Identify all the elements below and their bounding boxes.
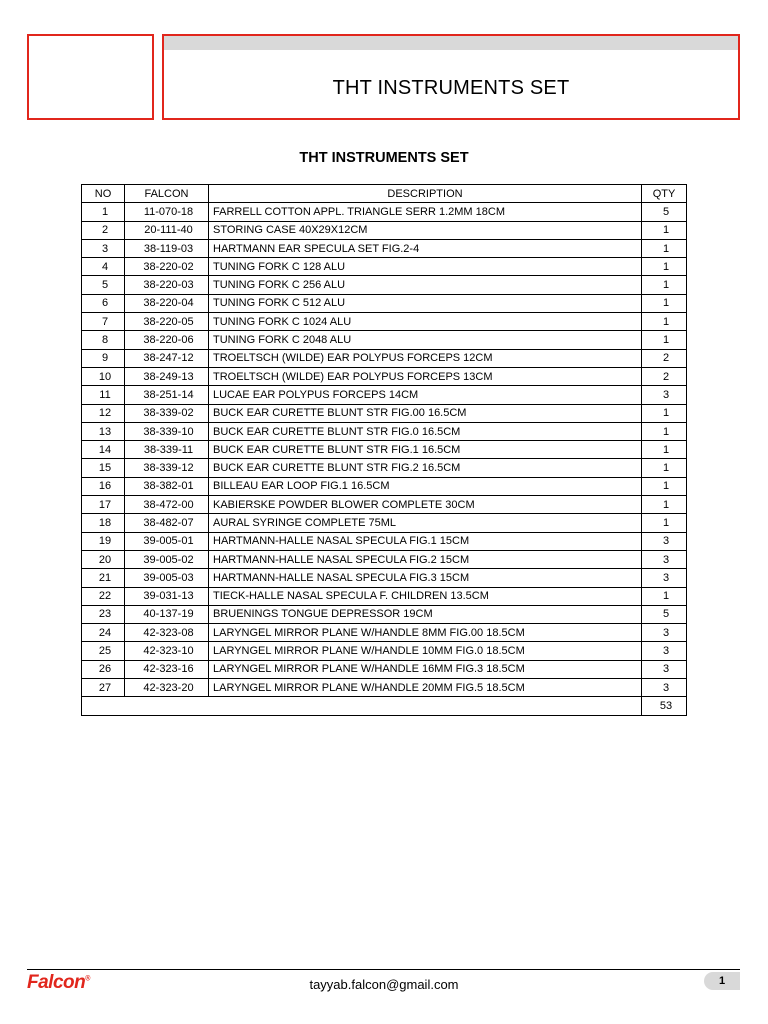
row-description: TUNING FORK C 2048 ALU [209, 331, 642, 349]
table-row [82, 459, 687, 477]
row-falcon-code: 38-220-02 [125, 258, 209, 276]
row-description: HARTMANN EAR SPECULA SET FIG.2-4 [209, 239, 642, 257]
row-qty: 1 [642, 496, 687, 514]
table-row [82, 514, 687, 532]
row-description: TUNING FORK C 256 ALU [209, 276, 642, 294]
row-no: 6 [82, 294, 125, 312]
row-qty: 1 [642, 477, 687, 495]
row-falcon-code: 38-382-01 [125, 477, 209, 495]
row-no: 17 [82, 496, 125, 514]
table-row [82, 550, 687, 568]
row-no: 8 [82, 331, 125, 349]
table-row [82, 404, 687, 422]
row-description: BRUENINGS TONGUE DEPRESSOR 19CM [209, 605, 642, 623]
row-no: 24 [82, 624, 125, 642]
total-row [82, 697, 687, 715]
table-row [82, 294, 687, 312]
row-falcon-code: 42-323-20 [125, 679, 209, 697]
row-no: 14 [82, 441, 125, 459]
table-row [82, 642, 687, 660]
row-no: 4 [82, 258, 125, 276]
page-number-badge: 1 [704, 972, 740, 990]
table-row [82, 587, 687, 605]
row-no: 27 [82, 679, 125, 697]
row-description: LUCAE EAR POLYPUS FORCEPS 14CM [209, 386, 642, 404]
row-qty: 3 [642, 660, 687, 678]
row-description: LARYNGEL MIRROR PLANE W/HANDLE 8MM FIG.00 18.5CM [209, 624, 642, 642]
row-description: KABIERSKE POWDER BLOWER COMPLETE 30CM [209, 496, 642, 514]
row-no: 25 [82, 642, 125, 660]
row-qty: 1 [642, 276, 687, 294]
row-no: 20 [82, 550, 125, 568]
table-row [82, 441, 687, 459]
row-qty: 1 [642, 331, 687, 349]
row-falcon-code: 38-220-03 [125, 276, 209, 294]
document-title: THT INSTRUMENTS SET [299, 150, 469, 166]
row-description: TROELTSCH (WILDE) EAR POLYPUS FORCEPS 13CM [209, 367, 642, 385]
column-header-description: DESCRIPTION [209, 185, 642, 203]
row-falcon-code: 39-005-02 [125, 550, 209, 568]
row-qty: 1 [642, 459, 687, 477]
row-no: 16 [82, 477, 125, 495]
row-description: LARYNGEL MIRROR PLANE W/HANDLE 16MM FIG.3 18.5CM [209, 660, 642, 678]
table-row [82, 660, 687, 678]
column-header-qty: QTY [642, 185, 687, 203]
row-qty: 5 [642, 203, 687, 221]
table-row [82, 422, 687, 440]
table-row [82, 569, 687, 587]
row-no: 13 [82, 422, 125, 440]
row-falcon-code: 38-339-12 [125, 459, 209, 477]
row-falcon-code: 39-031-13 [125, 587, 209, 605]
registered-mark: ® [85, 975, 90, 983]
table-header-row [82, 185, 687, 203]
row-description: HARTMANN-HALLE NASAL SPECULA FIG.1 15CM [209, 532, 642, 550]
row-falcon-code: 42-323-10 [125, 642, 209, 660]
row-description: BUCK EAR CURETTE BLUNT STR FIG.2 16.5CM [209, 459, 642, 477]
row-description: FARRELL COTTON APPL. TRIANGLE SERR 1.2MM 18CM [209, 203, 642, 221]
row-no: 1 [82, 203, 125, 221]
row-no: 18 [82, 514, 125, 532]
row-no: 5 [82, 276, 125, 294]
row-falcon-code: 38-220-06 [125, 331, 209, 349]
row-falcon-code: 38-339-02 [125, 404, 209, 422]
table-row [82, 276, 687, 294]
table-row [82, 367, 687, 385]
row-falcon-code: 11-070-18 [125, 203, 209, 221]
row-no: 10 [82, 367, 125, 385]
table-row [82, 679, 687, 697]
row-qty: 1 [642, 587, 687, 605]
row-qty: 1 [642, 258, 687, 276]
row-falcon-code: 38-482-07 [125, 514, 209, 532]
row-falcon-code: 38-220-05 [125, 313, 209, 331]
row-no: 2 [82, 221, 125, 239]
row-qty: 3 [642, 679, 687, 697]
row-qty: 1 [642, 221, 687, 239]
table-row [82, 258, 687, 276]
row-qty: 1 [642, 514, 687, 532]
table-row [82, 221, 687, 239]
header-strip [164, 36, 738, 50]
row-qty: 2 [642, 367, 687, 385]
row-qty: 1 [642, 441, 687, 459]
row-description: AURAL SYRINGE COMPLETE 75ML [209, 514, 642, 532]
row-qty: 1 [642, 239, 687, 257]
row-no: 15 [82, 459, 125, 477]
row-falcon-code: 42-323-16 [125, 660, 209, 678]
footer-divider [27, 969, 740, 970]
row-description: TROELTSCH (WILDE) EAR POLYPUS FORCEPS 12CM [209, 349, 642, 367]
row-qty: 3 [642, 624, 687, 642]
falcon-logo-text: Falcon [27, 972, 86, 993]
row-qty: 3 [642, 569, 687, 587]
row-qty: 3 [642, 642, 687, 660]
row-description: TUNING FORK C 512 ALU [209, 294, 642, 312]
row-description: LARYNGEL MIRROR PLANE W/HANDLE 10MM FIG.0 18.5CM [209, 642, 642, 660]
total-qty: 53 [642, 697, 687, 715]
table-body [82, 203, 687, 697]
table-row [82, 477, 687, 495]
row-description: HARTMANN-HALLE NASAL SPECULA FIG.2 15CM [209, 550, 642, 568]
row-no: 12 [82, 404, 125, 422]
row-no: 21 [82, 569, 125, 587]
row-description: BUCK EAR CURETTE BLUNT STR FIG.00 16.5CM [209, 404, 642, 422]
column-header-falcon: FALCON [125, 185, 209, 203]
row-falcon-code: 38-247-12 [125, 349, 209, 367]
row-qty: 3 [642, 550, 687, 568]
table-row [82, 313, 687, 331]
row-falcon-code: 38-472-00 [125, 496, 209, 514]
row-no: 22 [82, 587, 125, 605]
header-box [162, 34, 740, 120]
row-falcon-code: 20-111-40 [125, 221, 209, 239]
row-qty: 5 [642, 605, 687, 623]
row-no: 9 [82, 349, 125, 367]
row-qty: 1 [642, 422, 687, 440]
instruments-table [81, 184, 687, 716]
row-description: HARTMANN-HALLE NASAL SPECULA FIG.3 15CM [209, 569, 642, 587]
table-row [82, 331, 687, 349]
row-qty: 3 [642, 386, 687, 404]
row-qty: 3 [642, 532, 687, 550]
row-falcon-code: 38-220-04 [125, 294, 209, 312]
row-falcon-code: 38-339-10 [125, 422, 209, 440]
row-falcon-code: 42-323-08 [125, 624, 209, 642]
footer-email: tayyab.falcon@gmail.com [309, 977, 459, 992]
table-row [82, 203, 687, 221]
table-row [82, 496, 687, 514]
row-description: BILLEAU EAR LOOP FIG.1 16.5CM [209, 477, 642, 495]
row-falcon-code: 39-005-01 [125, 532, 209, 550]
row-description: STORING CASE 40X29X12CM [209, 221, 642, 239]
row-no: 19 [82, 532, 125, 550]
total-spacer [82, 697, 642, 715]
row-falcon-code: 39-005-03 [125, 569, 209, 587]
table-row [82, 349, 687, 367]
row-qty: 1 [642, 313, 687, 331]
row-falcon-code: 38-119-03 [125, 239, 209, 257]
row-description: TIECK-HALLE NASAL SPECULA F. CHILDREN 13.5CM [209, 587, 642, 605]
row-no: 7 [82, 313, 125, 331]
row-falcon-code: 38-249-13 [125, 367, 209, 385]
row-description: TUNING FORK C 1024 ALU [209, 313, 642, 331]
row-description: TUNING FORK C 128 ALU [209, 258, 642, 276]
row-no: 26 [82, 660, 125, 678]
table-row [82, 605, 687, 623]
column-header-no: NO [82, 185, 125, 203]
row-falcon-code: 40-137-19 [125, 605, 209, 623]
row-falcon-code: 38-251-14 [125, 386, 209, 404]
row-falcon-code: 38-339-11 [125, 441, 209, 459]
row-description: BUCK EAR CURETTE BLUNT STR FIG.1 16.5CM [209, 441, 642, 459]
table-row [82, 239, 687, 257]
logo-box [27, 34, 154, 120]
header-title: THT INSTRUMENTS SET [332, 77, 570, 99]
row-description: BUCK EAR CURETTE BLUNT STR FIG.0 16.5CM [209, 422, 642, 440]
row-qty: 1 [642, 294, 687, 312]
row-qty: 2 [642, 349, 687, 367]
row-no: 11 [82, 386, 125, 404]
table-row [82, 532, 687, 550]
row-description: LARYNGEL MIRROR PLANE W/HANDLE 20MM FIG.5 18.5CM [209, 679, 642, 697]
row-no: 23 [82, 605, 125, 623]
row-qty: 1 [642, 404, 687, 422]
table-row [82, 386, 687, 404]
table-row [82, 624, 687, 642]
row-no: 3 [82, 239, 125, 257]
